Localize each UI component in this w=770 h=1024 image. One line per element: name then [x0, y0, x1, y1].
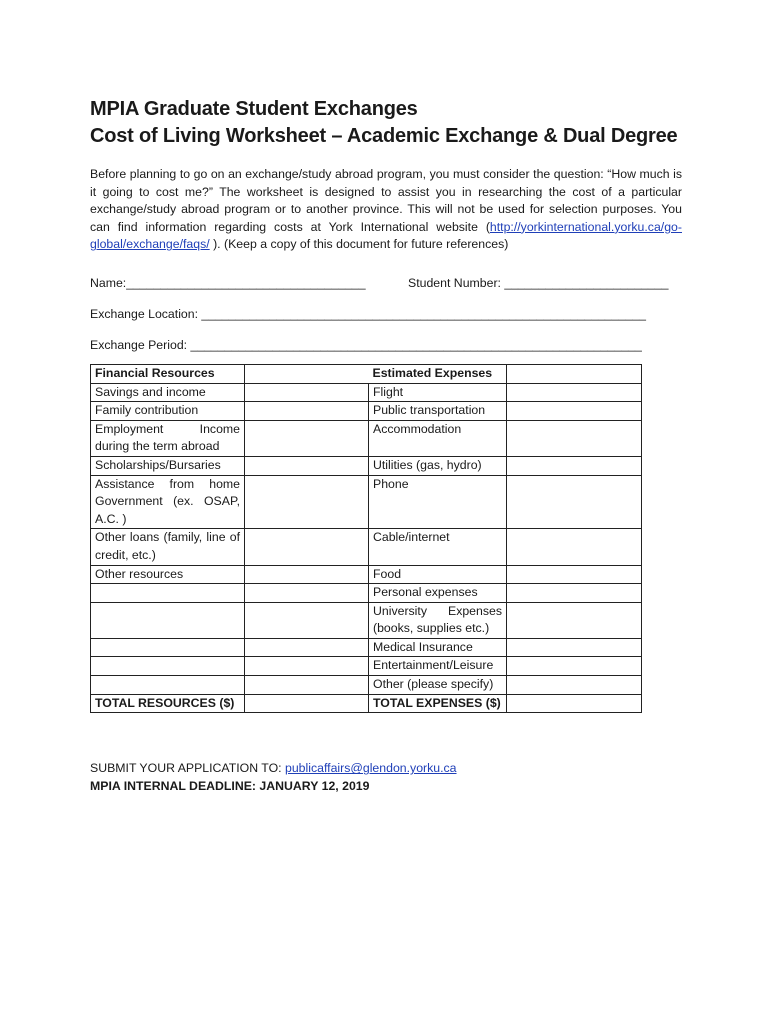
- header-spacer-cell: [245, 364, 369, 383]
- resource-label: [91, 676, 245, 695]
- table-row: [91, 475, 642, 529]
- expense-amount-cell[interactable]: [507, 584, 642, 603]
- expense-label: Public transportation: [369, 402, 507, 421]
- table-row: [91, 565, 642, 584]
- submit-section: [90, 760, 682, 795]
- expense-label: Food: [369, 565, 507, 584]
- expense-label: Personal expenses: [369, 584, 507, 603]
- expense-label: Medical Insurance: [369, 638, 507, 657]
- resource-label: Scholarships/Bursaries: [91, 456, 245, 475]
- expense-label: Other (please specify): [369, 676, 507, 695]
- expenses-header: Estimated Expenses: [369, 364, 507, 383]
- name-row: [90, 275, 682, 293]
- expense-amount-cell[interactable]: [507, 676, 642, 695]
- deadline-text: MPIA INTERNAL DEADLINE: JANUARY 12, 2019: [90, 778, 370, 793]
- expense-amount-cell[interactable]: [507, 420, 642, 456]
- submit-label: SUBMIT YOUR APPLICATION TO:: [90, 761, 285, 776]
- expense-amount-cell[interactable]: [507, 565, 642, 584]
- resource-label: [91, 657, 245, 676]
- resource-label: Other resources: [91, 565, 245, 584]
- submit-line: [90, 760, 682, 778]
- intro-text: Before planning to go on an exchange/study abroad program, you must consider the question: “How much is it going to cost me?” The worksheet is designed to assist you in researching the cost of a particular exchange/study abroad program or to another province. This will not be used for selection purposes. You can find information regarding costs at York International website (: [90, 167, 682, 234]
- resource-amount-cell[interactable]: [245, 402, 369, 421]
- resource-amount-cell[interactable]: [245, 456, 369, 475]
- resource-amount-cell[interactable]: [245, 584, 369, 603]
- expense-label: Cable/internet: [369, 529, 507, 565]
- student-number-field[interactable]: Student Number: ________________________: [408, 275, 669, 290]
- total-expenses-label: TOTAL EXPENSES ($): [369, 694, 507, 713]
- title-line-1: MPIA Graduate Student Exchanges: [90, 98, 418, 120]
- table-row: [91, 383, 642, 402]
- resource-label: Family contribution: [91, 402, 245, 421]
- table-row: [91, 676, 642, 695]
- expense-label: University Expenses (books, supplies etc.): [369, 602, 507, 638]
- resource-label: Employment Income during the term abroad: [91, 420, 245, 456]
- resource-amount-cell[interactable]: [245, 657, 369, 676]
- resource-amount-cell[interactable]: [245, 529, 369, 565]
- resource-amount-cell[interactable]: [245, 638, 369, 657]
- resource-label: [91, 584, 245, 603]
- table-row: [91, 584, 642, 603]
- resources-header: Financial Resources: [91, 364, 245, 383]
- expense-amount-cell[interactable]: [507, 602, 642, 638]
- resource-amount-cell[interactable]: [245, 475, 369, 529]
- resource-amount-cell[interactable]: [245, 602, 369, 638]
- table-row: [91, 602, 642, 638]
- resource-label: [91, 638, 245, 657]
- resource-amount-cell[interactable]: [245, 676, 369, 695]
- expense-amount-cell[interactable]: [507, 657, 642, 676]
- resource-label: Other loans (family, line of credit, etc.): [91, 529, 245, 565]
- resource-amount-cell[interactable]: [245, 420, 369, 456]
- total-expenses-amount[interactable]: [507, 694, 642, 713]
- exchange-period-field[interactable]: Exchange Period: __________________________________________________________________: [90, 337, 642, 352]
- table-row: [91, 638, 642, 657]
- cost-worksheet-table: [90, 364, 642, 713]
- expense-amount-cell[interactable]: [507, 529, 642, 565]
- expense-label: Phone: [369, 475, 507, 529]
- expense-label: Flight: [369, 383, 507, 402]
- expense-label: Utilities (gas, hydro): [369, 456, 507, 475]
- resource-label: Assistance from home Government (ex. OSAP, A.C. ): [91, 475, 245, 529]
- expenses-header-amount: [507, 364, 642, 383]
- expense-amount-cell[interactable]: [507, 456, 642, 475]
- expense-amount-cell[interactable]: [507, 402, 642, 421]
- resource-label: Savings and income: [91, 383, 245, 402]
- table-row: [91, 402, 642, 421]
- table-row: [91, 420, 642, 456]
- table-row: [91, 456, 642, 475]
- table-row: [91, 657, 642, 676]
- title-line-2: Cost of Living Worksheet – Academic Exchange & Dual Degree: [90, 125, 678, 147]
- submit-email-link[interactable]: publicaffairs@glendon.yorku.ca: [284, 761, 457, 776]
- intro-paragraph: [90, 166, 682, 254]
- expense-amount-cell[interactable]: [507, 638, 642, 657]
- expense-amount-cell[interactable]: [507, 383, 642, 402]
- expense-amount-cell[interactable]: [507, 475, 642, 529]
- resource-amount-cell[interactable]: [245, 565, 369, 584]
- resource-label: [91, 602, 245, 638]
- document-title: [90, 96, 682, 150]
- worksheet-page: [90, 96, 682, 795]
- exchange-location-field[interactable]: Exchange Location: _________________________________________________________________: [90, 306, 646, 321]
- name-field[interactable]: Name:___________________________________: [90, 275, 366, 290]
- expense-label: Entertainment/Leisure: [369, 657, 507, 676]
- total-resources-amount[interactable]: [245, 694, 369, 713]
- york-international-link[interactable]: http://yorkinternational.yorku.ca/go-global/exchange/faqs/: [90, 219, 682, 252]
- totals-row: [91, 694, 642, 713]
- expense-label: Accommodation: [369, 420, 507, 456]
- total-resources-label: TOTAL RESOURCES ($): [91, 694, 245, 713]
- intro-tail: ). (Keep a copy of this document for future references): [209, 237, 509, 252]
- table-row: [91, 529, 642, 565]
- resource-amount-cell[interactable]: [245, 383, 369, 402]
- table-header-row: [91, 364, 642, 383]
